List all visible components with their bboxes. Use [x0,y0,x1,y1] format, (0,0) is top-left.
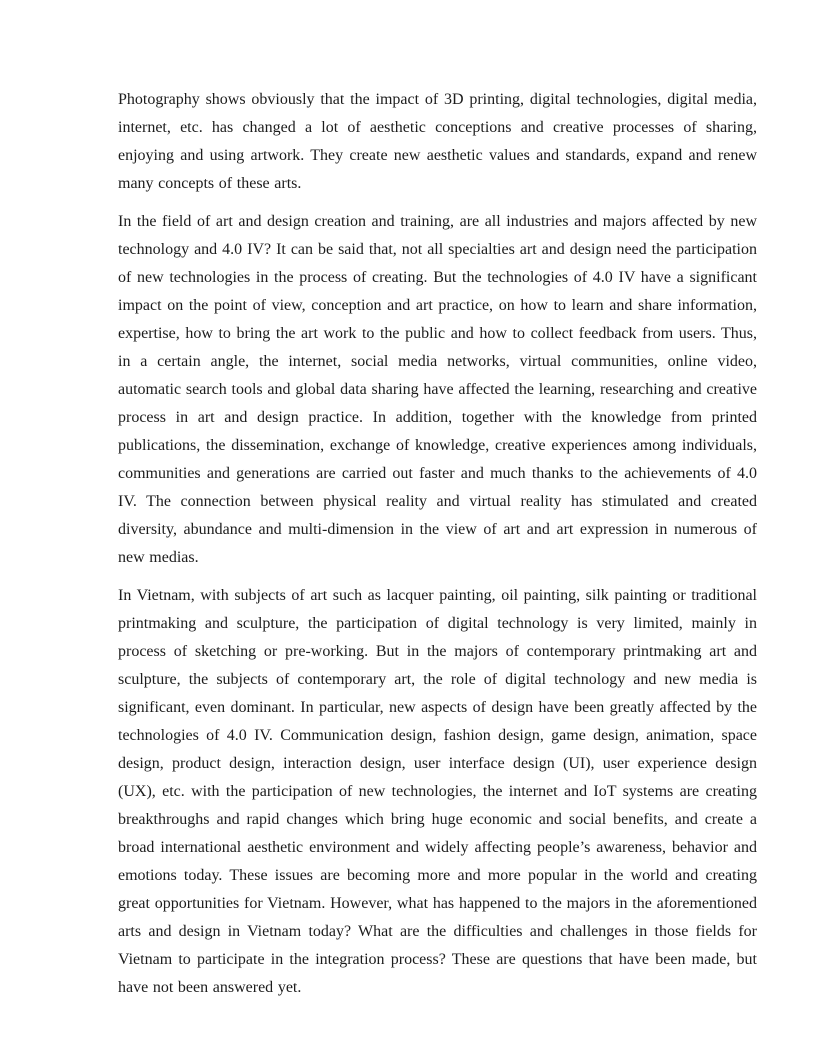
paragraph-art-design-field: In the field of art and design creation and training, are all industries and majors affected by new technology and 4.0 IV? It can be said that, not all specialties art and design need the participation of new technologies in the process of creating. But the technologies of 4.0 IV have a significant impact on the point of view, conception and art practice, on how to learn and share information, expertise, how to bring the art work to the public and how to collect feedback from users. Thus, in a certain angle, the internet, social media networks, virtual communities, online video, automatic search tools and global data sharing have affected the learning, researching and creative process in art and design practice. In addition, together with the knowledge from printed publications, the dissemination, exchange of knowledge, creative experiences among individuals, communities and generations are carried out faster and much thanks to the achievements of 4.0 IV. The connection between physical reality and virtual reality has stimulated and created diversity, abundance and multi-dimension in the view of art and art expression in numerous of new medias. [118,213,757,566]
paragraph-photography-impact: Photography shows obviously that the impact of 3D printing, digital technologies, digital media, internet, etc. has changed a lot of aesthetic conceptions and creative processes of sharing, enjoying and using artwork. They create new aesthetic values and standards, expand and renew many concepts of these arts. [118,91,757,192]
paragraph-vietnam-design: In Vietnam, with subjects of art such as lacquer painting, oil painting, silk painting or traditional printmaking and sculpture, the participation of digital technology is very limited, mainly in process of sketching or pre-working. But in the majors of contemporary printmaking art and sculpture, the subjects of contemporary art, the role of digital technology and new media is significant, even dominant. In particular, new aspects of design have been greatly affected by the technologies of 4.0 IV. Communication design, fashion design, game design, animation, space design, product design, interaction design, user interface design (UI), user experience design (UX), etc. with the participation of new technologies, the internet and IoT systems are creating breakthroughs and rapid changes which bring huge economic and social benefits, and create a broad international aesthetic environment and widely affecting people’s awareness, behavior and emotions today. These issues are becoming more and more popular in the world and creating great opportunities for Vietnam. However, what has happened to the majors in the aforementioned arts and design in Vietnam today? What are the difficulties and challenges in those fields for Vietnam to participate in the integration process? These are questions that have been made, but have not been answered yet. [118,587,757,996]
